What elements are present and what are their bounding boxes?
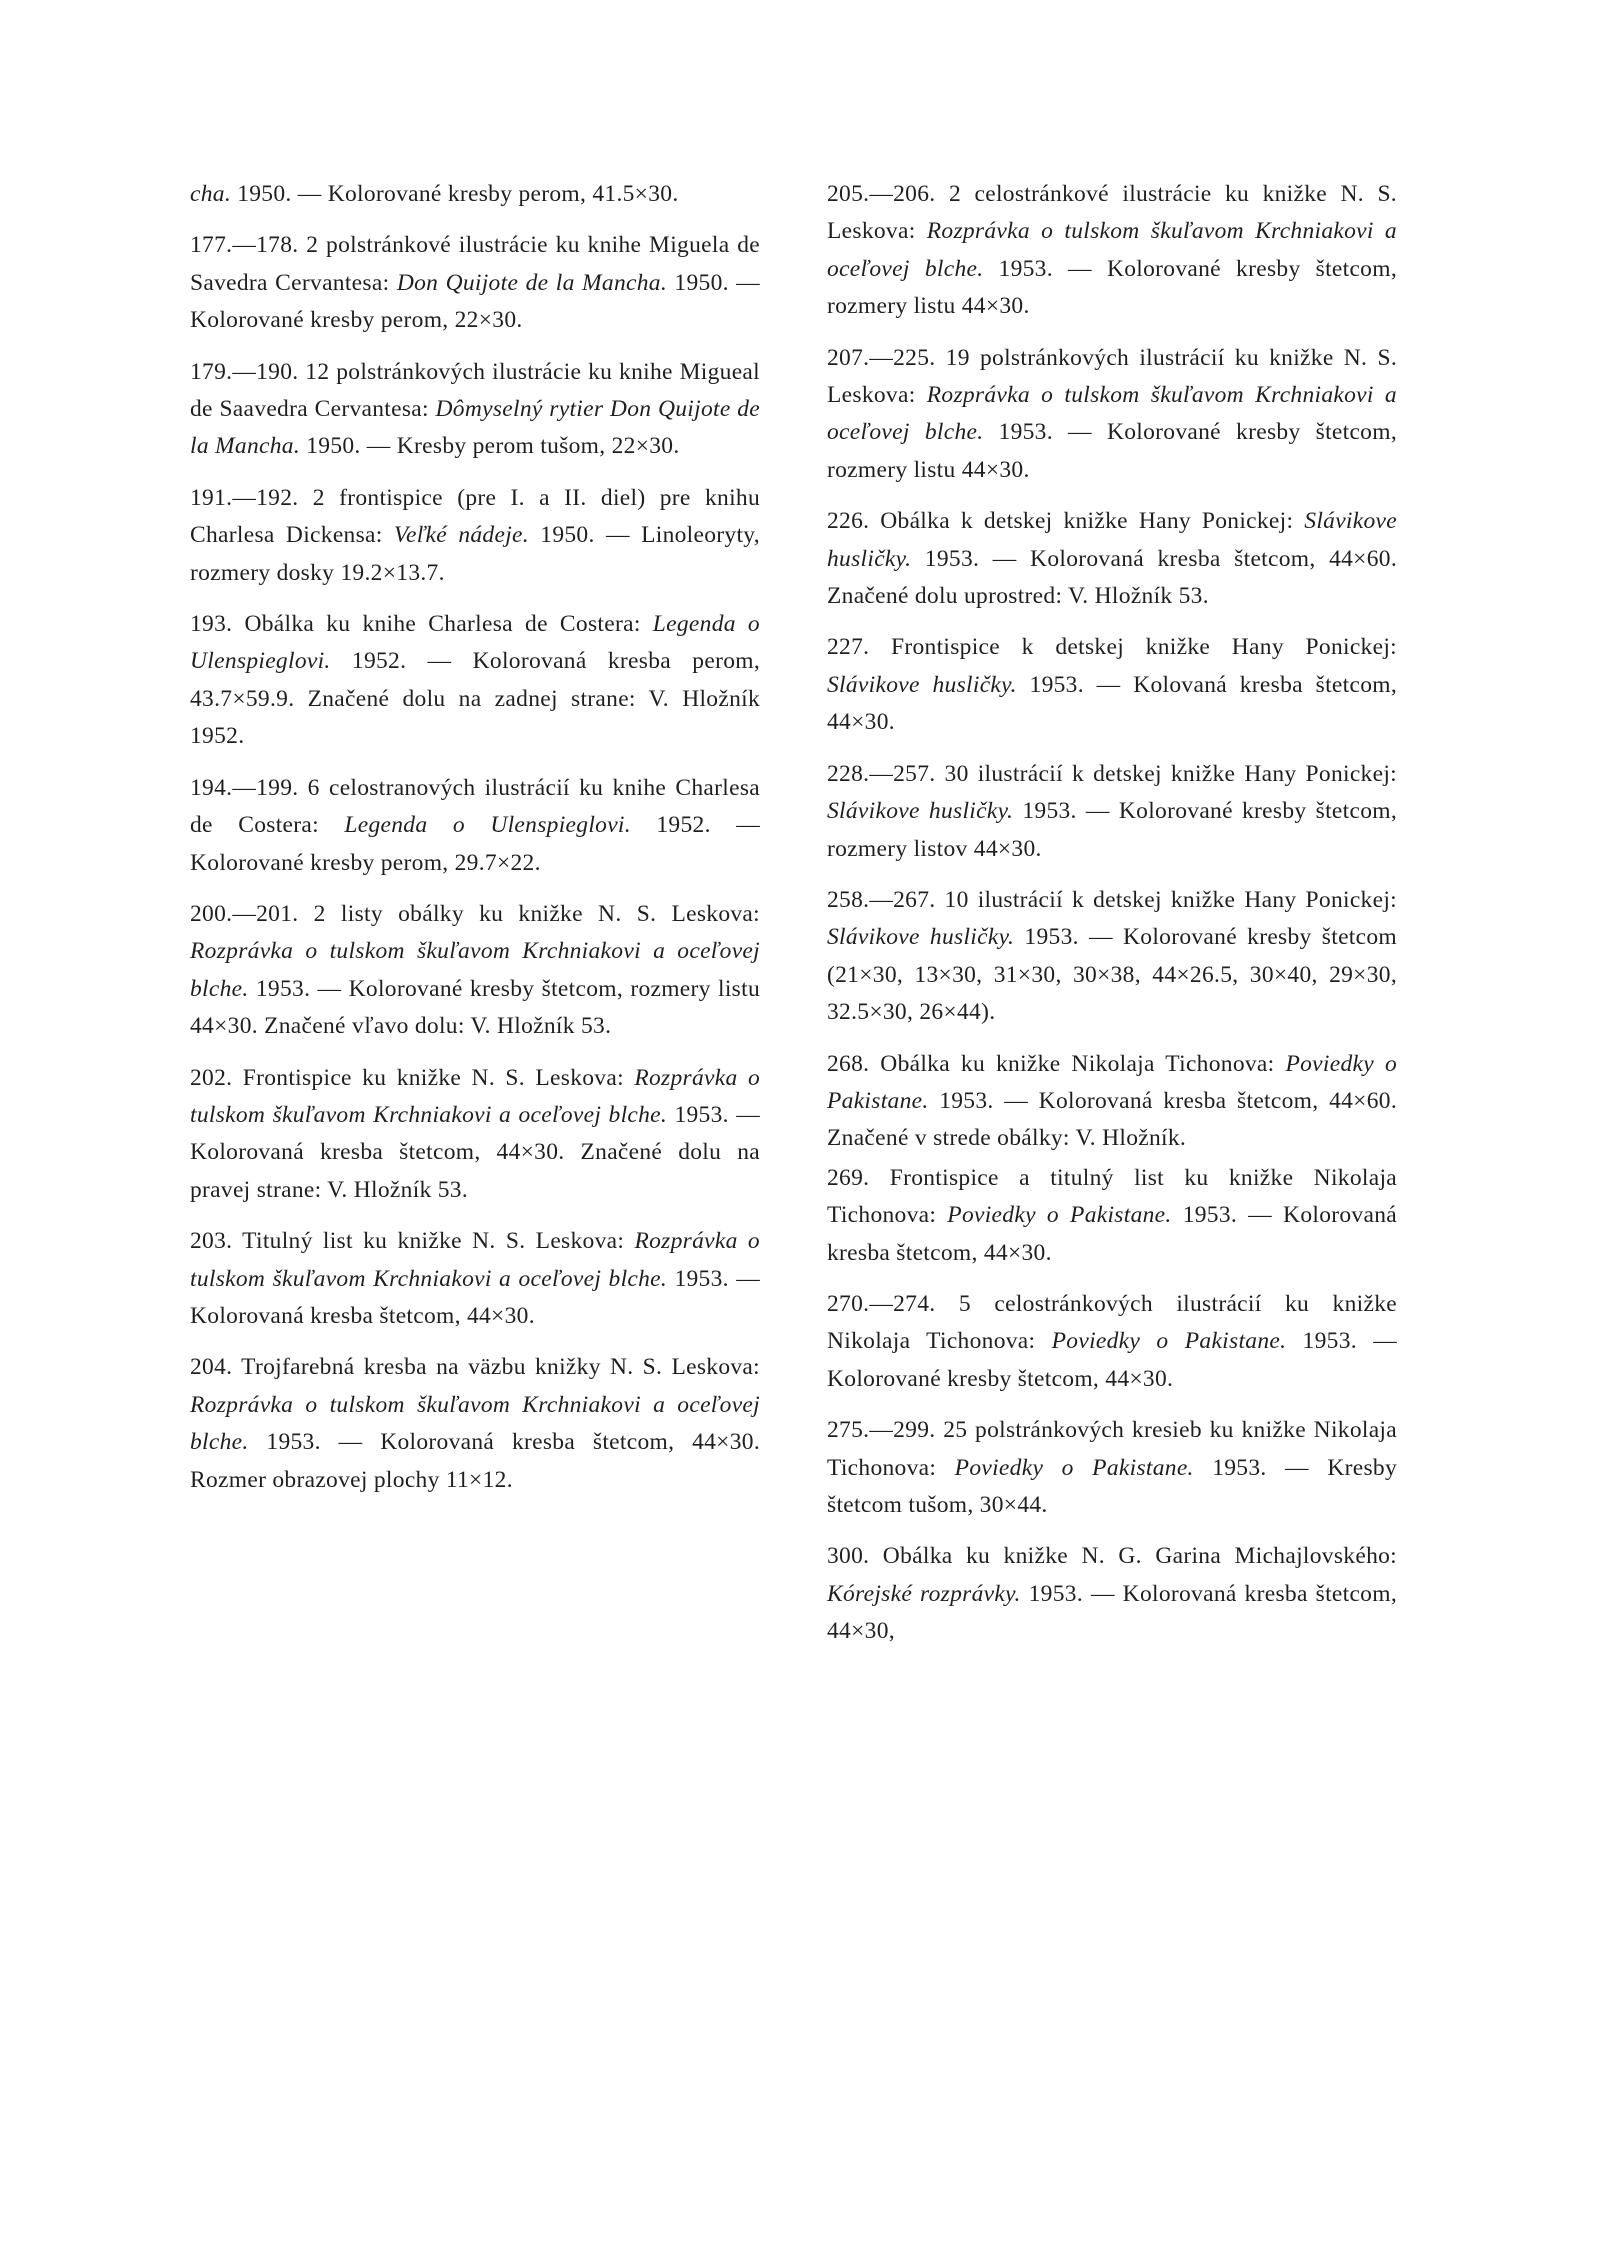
entry-text: 202. Frontispice ku knižke N. S. Leskova:	[190, 1064, 635, 1091]
entry-text: 269. Frontispice a titulný list ku knižke Nikolaja Tichonova:	[827, 1164, 1397, 1229]
entry-text: 1953. — Kolorované kresby štetcom (21×30, 13×30, 31×30, 30×38, 44×26.5, 30×40, 29×30, 32.5×30, 26×44).	[827, 924, 1397, 1026]
entry-text: 1952. — Kolorované kresby perom, 29.7×22.	[190, 812, 760, 876]
catalogue-entry	[827, 176, 1397, 326]
catalogue-entry	[190, 480, 760, 592]
entry-title: Veľké nádeje.	[393, 522, 529, 549]
entry-title: Legenda o Ulenspieglovi.	[344, 812, 631, 839]
entry-title: Poviedky o Pakistane.	[827, 1050, 1397, 1114]
entry-text: 200.—201. 2 listy obálky ku knižke N. S. Leskova:	[190, 900, 760, 927]
entry-text: 1953. — Kolorované kresby štetcom, 44×30.	[827, 1328, 1397, 1392]
entry-text: 1953. — Kolorovaná kresba štetcom, 44×30,	[827, 1580, 1397, 1645]
entry-text: 1950. — Linoleoryty, rozmery dosky 19.2×13.7.	[190, 522, 760, 586]
entry-title: Don Quijote de la Mancha.	[396, 269, 668, 296]
entry-text: 1952. — Kolorovaná kresba perom, 43.7×59.9. Značené dolu na zadnej strane: V. Hložník 1952.	[190, 648, 760, 750]
entry-title: cha.	[190, 181, 232, 207]
entry-title: Slávikove husličky.	[827, 508, 1397, 572]
entry-text: 1950. — Kolorované kresby perom, 41.5×30.	[231, 181, 679, 207]
entry-text: 226. Obálka k detskej knižke Hany Ponickej:	[827, 508, 1305, 535]
entry-text: 1953. — Kolorované kresby štetcom, rozmery listov 44×30.	[827, 798, 1397, 862]
catalogue-entry	[827, 1538, 1397, 1650]
entry-title: Rozprávka o tulskom škuľavom Krchniakovi a oceľovej blche.	[190, 1064, 760, 1128]
right-column	[827, 176, 1397, 1665]
entry-title: Poviedky o Pakistane.	[947, 1202, 1172, 1229]
entry-text: 1953. — Kolorovaná kresba štetcom, 44×30.	[190, 1265, 760, 1329]
catalogue-entry	[190, 354, 760, 466]
entry-text: 194.—199. 6 celostranových ilustrácií ku knihe Charlesa de Costera:	[190, 774, 760, 839]
catalogue-entry	[190, 176, 760, 213]
entry-title: Rozprávka o tulskom škuľavom Krchniakovi a oceľovej blche.	[190, 938, 760, 1002]
catalogue-entry	[827, 503, 1397, 615]
entry-text: 258.—267. 10 ilustrácií k detskej knižke Hany Ponickej:	[827, 886, 1397, 913]
entry-title: Slávikove husličky.	[827, 798, 1014, 825]
entry-text: 1950. — Kolorované kresby perom, 22×30.	[190, 269, 760, 334]
entry-title: Rozprávka o tulskom škuľavom Krchniakovi a oceľovej blche.	[827, 218, 1397, 282]
entry-text: 1953. — Kolorovaná kresba štetcom, 44×60. Značené dolu uprostred: V. Hložník 53.	[827, 545, 1397, 610]
entry-text: 1953. — Kolorovaná kresba štetcom, 44×60. Značené v strede obálky: V. Hložník.	[827, 1087, 1397, 1152]
entry-text: 205.—206. 2 celostránkové ilustrácie ku knižke N. S. Leskova:	[827, 181, 1397, 245]
left-column	[190, 176, 760, 1513]
entry-text: 1953. — Kolovaná kresba štetcom, 44×30.	[827, 671, 1397, 736]
catalogue-entry	[190, 1060, 760, 1210]
catalogue-entry	[827, 882, 1397, 1032]
entry-text: 270.—274. 5 celostránkových ilustrácií ku knižke Nikolaja Tichonova:	[827, 1290, 1397, 1355]
entry-text: 268. Obálka ku knižke Nikolaja Tichonova:	[827, 1050, 1286, 1077]
catalogue-entry	[190, 1349, 760, 1499]
entry-text: 1953. — Kolorovaná kresba štetcom, 44×30. Rozmer obrazovej plochy 11×12.	[190, 1429, 760, 1493]
catalogue-entry	[190, 1223, 760, 1335]
catalogue-entry	[827, 1046, 1397, 1158]
entry-text: 179.—190. 12 polstránkových ilustrácie ku knihe Migueal de Saavedra Cervantesa:	[190, 358, 760, 423]
entry-text: 1953. — Kresby štetcom tušom, 30×44.	[827, 1454, 1398, 1518]
catalogue-entry	[827, 1160, 1397, 1272]
entry-text: 1953. — Kolorované kresby štetcom, rozmery listu 44×30.	[827, 419, 1397, 483]
catalogue-entry	[190, 770, 760, 882]
entry-text: 1950. — Kresby perom tušom, 22×30.	[300, 433, 680, 460]
catalogue-entry	[827, 629, 1397, 741]
entry-text: 1953. — Kolorovaná kresba štetcom, 44×30.	[827, 1202, 1397, 1266]
entry-text: 300. Obálka ku knižke N. G. Garina Michajlovského:	[827, 1543, 1397, 1570]
entry-title: Slávikove husličky.	[827, 924, 1015, 951]
catalogue-entry	[827, 1412, 1397, 1524]
catalogue-entry	[827, 756, 1397, 868]
entry-text: 191.—192. 2 frontispice (pre I. a II. diel) pre knihu Charlesa Dickensa:	[190, 484, 760, 549]
catalogue-entry	[827, 1286, 1397, 1398]
entry-title: Rozprávka o tulskom škuľavom Krchniakovi a oceľovej blche.	[190, 1391, 760, 1456]
catalogue-entry	[190, 227, 760, 339]
entry-text: 207.—225. 19 polstránkových ilustrácií ku knižke N. S. Leskova:	[827, 344, 1397, 409]
entry-text: 1953. — Kolorované kresby štetcom, rozmery listu 44×30. Značené vľavo dolu: V. Hložník 53.	[190, 975, 760, 1040]
entry-title: Slávikove husličky.	[827, 671, 1017, 698]
entry-title: Legenda o Ulenspieglovi.	[190, 611, 760, 675]
catalogue-entry	[190, 606, 760, 756]
entry-text: 1953. — Kolorované kresby štetcom, rozmery listu 44×30.	[827, 255, 1397, 320]
catalogue-entry	[827, 340, 1397, 490]
entry-text: 177.—178. 2 polstránkové ilustrácie ku knihe Miguela de Savedra Cervantesa:	[190, 232, 760, 296]
entry-text: 203. Titulný list ku knižke N. S. Leskova:	[190, 1228, 635, 1255]
entry-title: Rozprávka o tulskom škuľavom Krchniakovi a oceľovej blche.	[190, 1228, 760, 1292]
entry-text: 228.—257. 30 ilustrácií k detskej knižke Hany Ponickej:	[827, 760, 1397, 787]
entry-text: 227. Frontispice k detskej knižke Hany Ponickej:	[827, 634, 1397, 661]
entry-text: 1953. — Kolorovaná kresba štetcom, 44×30. Značené dolu na pravej strane: V. Hložník 53.	[190, 1101, 760, 1203]
entry-text: 204. Trojfarebná kresba na väzbu knižky N. S. Leskova:	[190, 1354, 760, 1381]
entry-text: 193. Obálka ku knihe Charlesa de Costera:	[190, 611, 653, 638]
catalogue-entry	[190, 896, 760, 1046]
entry-title: Kórejské rozprávky.	[827, 1580, 1021, 1607]
entry-title: Dômyselný rytier Don Quijote de la Mancha.	[190, 396, 760, 460]
entry-title: Poviedky o Pakistane.	[1051, 1328, 1287, 1355]
entry-title: Rozprávka o tulskom škuľavom Krchniakovi a oceľovej blche.	[827, 382, 1397, 446]
entry-text: 275.—299. 25 polstránkových kresieb ku knižke Nikolaja Tichonova:	[827, 1417, 1397, 1481]
entry-title: Poviedky o Pakistane.	[954, 1454, 1194, 1481]
